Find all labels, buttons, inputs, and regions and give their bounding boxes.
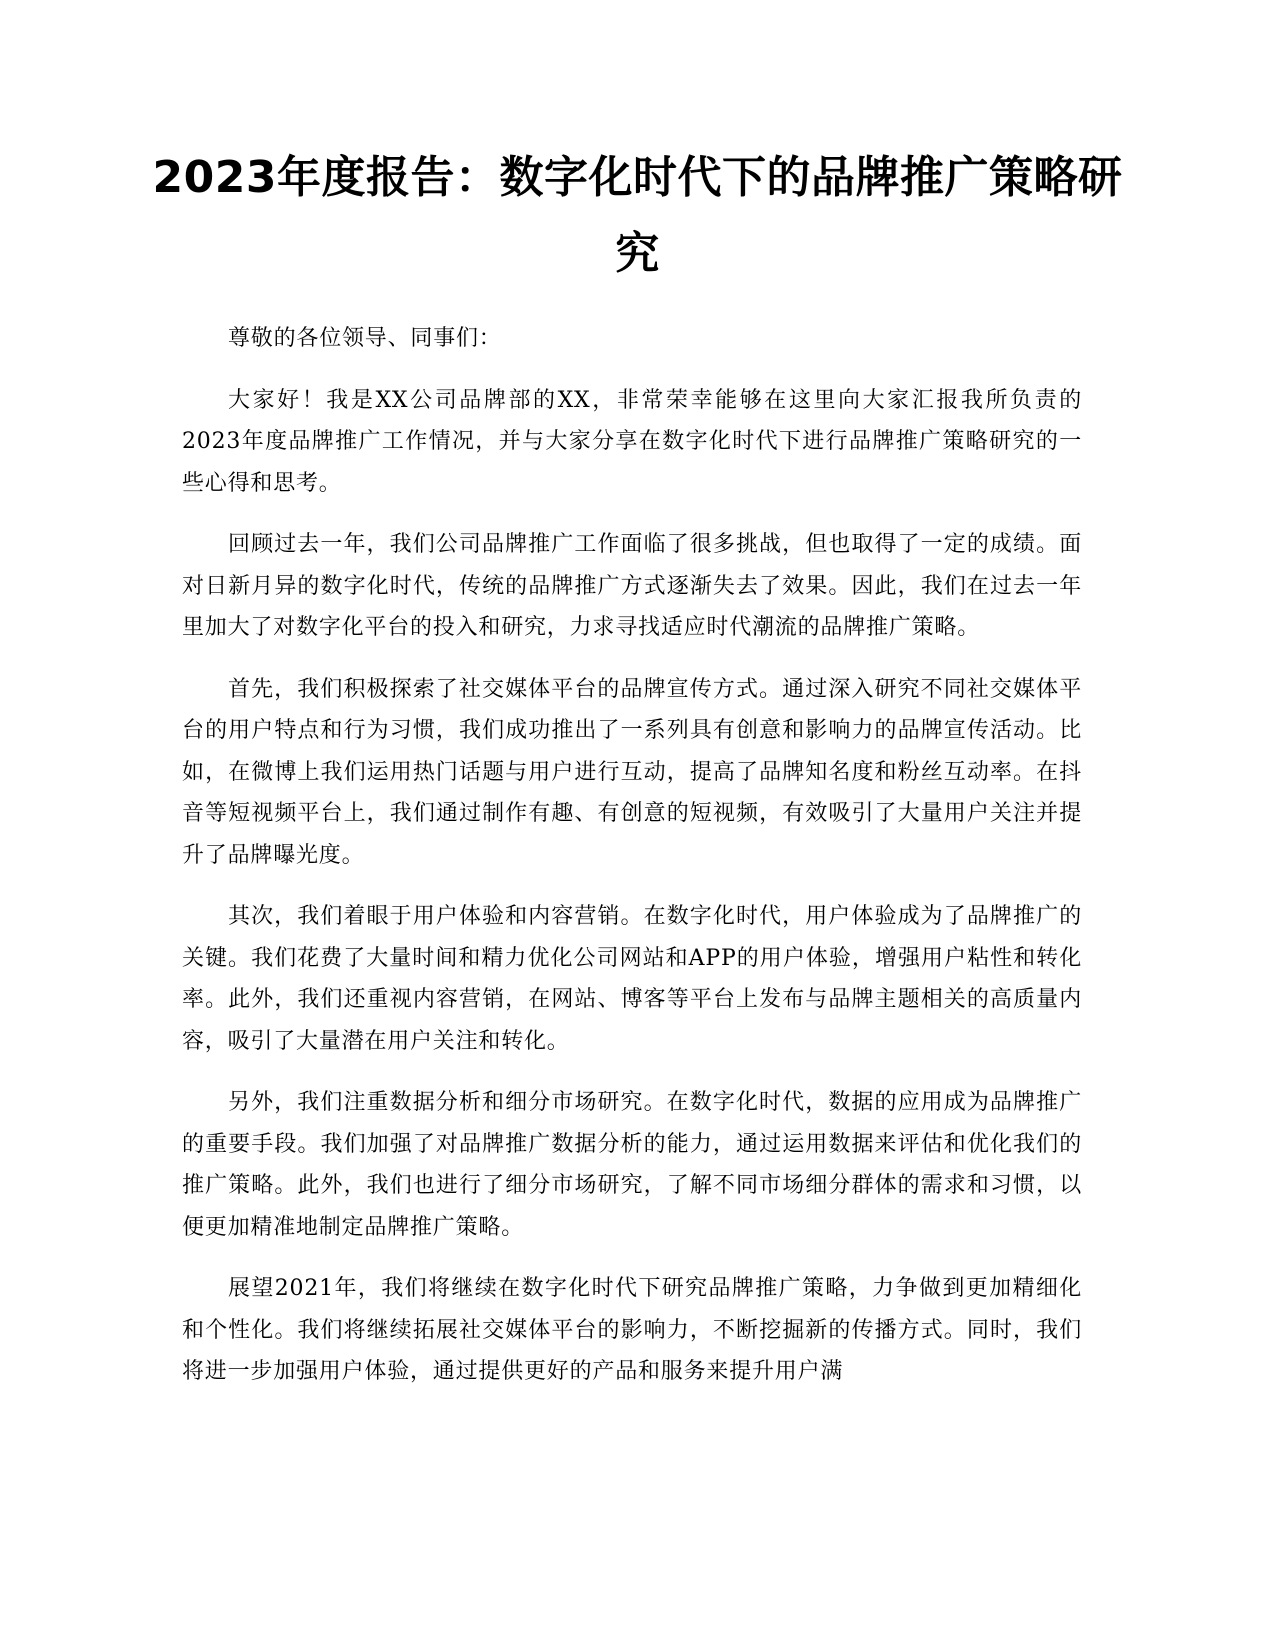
salutation: 尊敬的各位领导、同事们： [228,326,502,351]
paragraph-review: 回顾过去一年，我们公司品牌推广工作面临了很多挑战，但也取得了一定的成绩。面对日新月异的数字化时代，传统的品牌推广方式逐渐失去了效果。因此，我们在过去一年里加大了对数字化平台的投入和研究，力求寻找适应时代潮流的品牌推广策略。 [182,532,1082,640]
paragraph-intro: 大家好！我是XX公司品牌部的XX，非常荣幸能够在这里向大家汇报我所负责的2023年度品牌推广工作情况，并与大家分享在数字化时代下进行品牌推广策略研究的一些心得和思考。 [182,387,1082,496]
paragraph-data-analysis: 另外，我们注重数据分析和细分市场研究。在数字化时代，数据的应用成为品牌推广的重要手段。我们加强了对品牌推广数据分析的能力，通过运用数据来评估和优化我们的推广策略。此外，我们也进行了细分市场研究，了解不同市场细分群体的需求和习惯，以便更加精准地制定品牌推广策略。 [182,1090,1082,1240]
paragraph-user-experience: 其次，我们着眼于用户体验和内容营销。在数字化时代，用户体验成为了品牌推广的关键。我们花费了大量时间和精力优化公司网站和APP的用户体验，增强用户粘性和转化率。此外，我们还重视内容营销，在网站、博客等平台上发布与品牌主题相关的高质量内容，吸引了大量潜在用户关注和转化。 [182,904,1082,1054]
paragraph-outlook: 展望2021年，我们将继续在数字化时代下研究品牌推广策略，力争做到更加精细化和个性化。我们将继续拓展社交媒体平台的影响力，不断挖掘新的传播方式。同时，我们将进一步加强用户体验，通过提供更好的产品和服务来提升用户满 [182,1276,1082,1384]
document-title: 2023年度报告：数字化时代下的品牌推广策略研究 [152,152,1123,279]
document-body [182,318,1082,1413]
paragraph-social-media: 首先，我们积极探索了社交媒体平台的品牌宣传方式。通过深入研究不同社交媒体平台的用户特点和行为习惯，我们成功推出了一系列具有创意和影响力的品牌宣传活动。比如，在微博上我们运用热门话题与用户进行互动，提高了品牌知名度和粉丝互动率。在抖音等短视频平台上，我们通过制作有趣、有创意的短视频，有效吸引了大量用户关注并提升了品牌曝光度。 [182,676,1082,868]
